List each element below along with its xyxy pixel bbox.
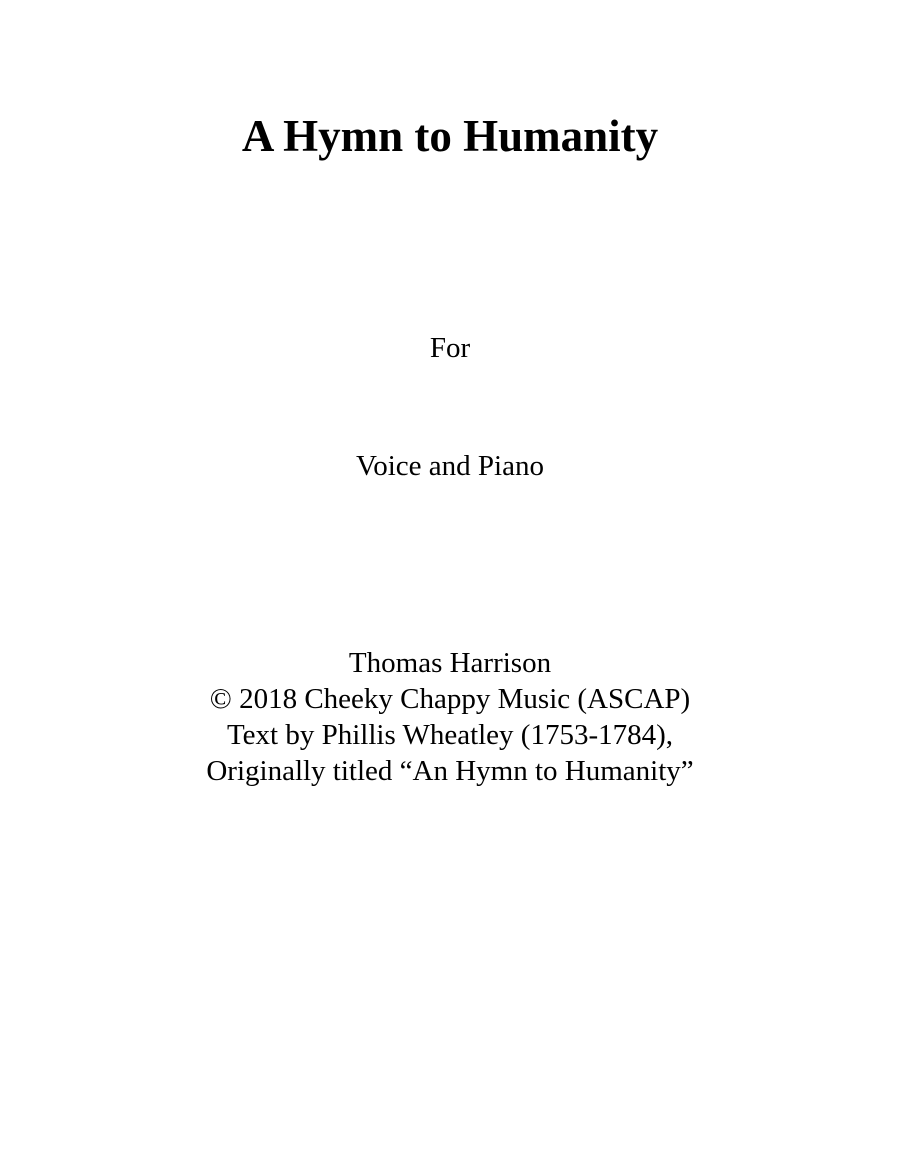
copyright-notice: © 2018 Cheeky Chappy Music (ASCAP) [209, 683, 691, 715]
text-attribution: Text by Phillis Wheatley (1753-1784), [226, 719, 674, 751]
credits-block [0, 645, 900, 789]
original-title-note: Originally titled “An Hymn to Humanity” [206, 755, 694, 787]
page-title: A Hymn to Humanity [241, 111, 659, 161]
instrumentation: Voice and Piano [356, 450, 544, 482]
composer-name: Thomas Harrison [348, 647, 552, 679]
for-label: For [429, 332, 471, 364]
